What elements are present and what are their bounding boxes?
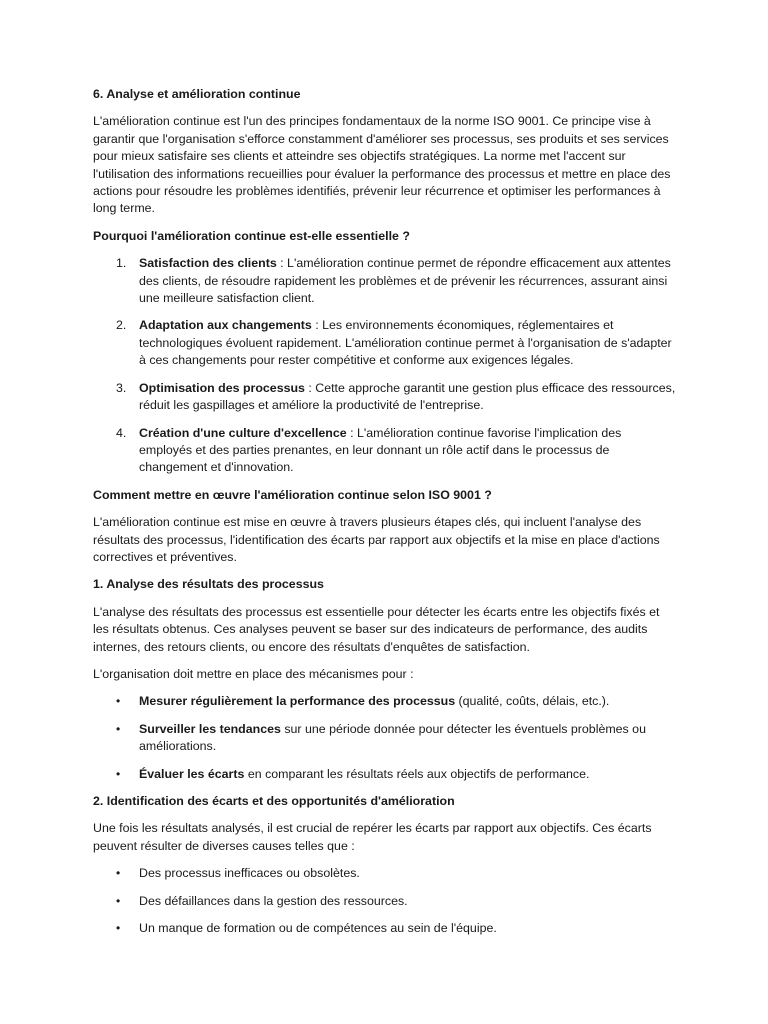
bullet-marker: • — [116, 766, 121, 781]
step1-heading: 1. Analyse des résultats des processus — [93, 577, 324, 592]
bullet-item — [93, 920, 677, 937]
how-heading: Comment mettre en œuvre l'amélioration continue selon ISO 9001 ? — [93, 487, 492, 502]
section-title: 6. Analyse et amélioration continue — [93, 87, 301, 101]
intro-paragraph: L'amélioration continue est l'un des principes fondamentaux de la norme ISO 9001. Ce principe vise à garantir que l'organisation s'efforce constamment d'améliorer ses processus, ses produits et ses services pour mieux satisfaire ses clients et atteindre ses objectifs stratégiques. La norme met l'accent sur l'utilisation des informations recueillies pour évaluer la performance des processus et mettre en place des actions pour résoudre les problèmes identifiés, prévenir leur récurrence et optimiser les performances à long terme. — [93, 114, 671, 216]
bullet-text: Des processus inefficaces ou obsolètes. — [139, 866, 360, 881]
bullet-label: Surveiller les tendances — [139, 721, 281, 736]
item-label: Satisfaction des clients — [139, 256, 277, 271]
step1-mechanisms: L'organisation doit mettre en place des mécanismes pour : — [93, 666, 414, 681]
bullet-label: Mesurer régulièrement la performance des processus — [139, 694, 456, 709]
item-text: : Cette approche garantit une gestion plus efficace des ressources, réduit les gaspillages et améliore la productivité de l'entreprise. — [139, 380, 676, 413]
item-label: Création d'une culture d'excellence — [139, 425, 347, 440]
bullet-text: (qualité, coûts, délais, etc.). — [455, 694, 610, 709]
bullet-marker: • — [116, 694, 121, 709]
bullet-label: Évaluer les écarts — [139, 766, 245, 781]
item-text: : L'amélioration continue favorise l'implication des employés et des parties prenantes, en leur donnant un rôle actif dans le processus de changement et d'innovation. — [139, 425, 622, 475]
item-label: Optimisation des processus — [139, 380, 305, 395]
step1-bullet-list — [93, 693, 677, 783]
item-number: 1. — [116, 256, 127, 271]
item-text: : L'amélioration continue permet de répondre efficacement aux attentes des clients, de résoudre rapidement les problèmes et de prévenir les récurrences, assurant ainsi une meilleure satisfaction client. — [139, 256, 671, 306]
bullet-text: Des défaillances dans la gestion des ressources. — [139, 893, 408, 908]
item-label: Adaptation aux changements — [139, 318, 312, 333]
how-intro-paragraph: L'amélioration continue est mise en œuvre à travers plusieurs étapes clés, qui incluent l'analyse des résultats des processus, l'identification des écarts par rapport aux objectifs et la mise en place d'actions correctives et préventives. — [93, 515, 660, 564]
step1-paragraph: L'analyse des résultats des processus est essentielle pour détecter les écarts entre les objectifs fixés et les résultats obtenus. Ces analyses peuvent se baser sur des indicateurs de performance, des audits internes, des retours clients, ou encore des résultats d'enquêtes de satisfaction. — [93, 604, 660, 654]
bullet-item — [93, 893, 677, 910]
bullet-marker: • — [116, 893, 121, 908]
bullet-marker: • — [116, 921, 121, 936]
why-item — [93, 425, 677, 477]
item-number: 2. — [116, 318, 127, 333]
bullet-item — [93, 693, 677, 710]
why-heading: Pourquoi l'amélioration continue est-elle essentielle ? — [93, 228, 410, 243]
bullet-text: Un manque de formation ou de compétences au sein de l'équipe. — [139, 921, 497, 936]
bullet-item — [93, 865, 677, 882]
document-page — [93, 86, 677, 947]
why-item — [93, 317, 677, 369]
item-number: 3. — [116, 380, 127, 395]
item-number: 4. — [116, 425, 127, 440]
why-item — [93, 255, 677, 307]
bullet-marker: • — [116, 721, 121, 736]
item-text: : Les environnements économiques, réglementaires et technologiques évoluent rapidement. L'amélioration continue permet à l'organisation de s'adapter à ces changements pour rester compétitive et conforme aux exigences légales. — [139, 318, 672, 368]
bullet-text: en comparant les résultats réels aux objectifs de performance. — [244, 766, 590, 781]
step2-bullet-list — [93, 865, 677, 937]
bullet-item — [93, 766, 677, 783]
step2-heading: 2. Identification des écarts et des opportunités d'amélioration — [93, 794, 455, 808]
bullet-marker: • — [116, 866, 121, 881]
step2-paragraph: Une fois les résultats analysés, il est crucial de repérer les écarts par rapport aux objectifs. Ces écarts peuvent résulter de diverses causes telles que : — [93, 821, 652, 853]
why-list — [93, 255, 677, 476]
why-item — [93, 380, 677, 415]
bullet-item — [93, 721, 677, 756]
bullet-text: sur une période donnée pour détecter les éventuels problèmes ou améliorations. — [139, 721, 646, 754]
